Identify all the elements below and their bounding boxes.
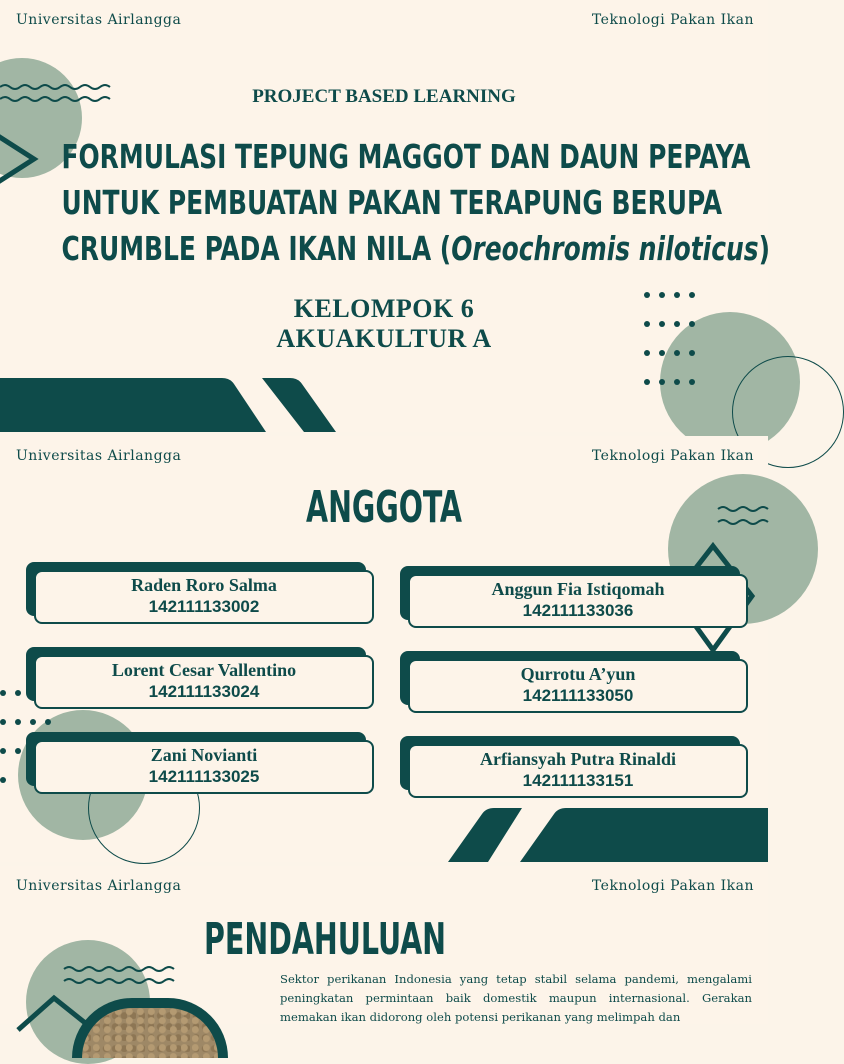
member-card: [408, 574, 748, 628]
presentation-title: [61, 134, 771, 272]
header-course: Teknologi Pakan Ikan: [591, 12, 754, 28]
member-id: 142111133025: [148, 767, 260, 786]
member-name: Arfiansyah Putra Rinaldi: [479, 749, 677, 769]
members-heading: ANGGOTA: [306, 482, 462, 533]
group-info: [0, 294, 768, 354]
slide-members: [0, 436, 768, 862]
member-name: Zani Novianti: [150, 745, 258, 765]
member-card: [34, 655, 374, 709]
member-name: Qurrotu A’yun: [520, 664, 636, 684]
introduction-heading: PENDAHULUAN: [204, 914, 447, 965]
decor-diamond: [0, 114, 40, 204]
group-number: KELOMPOK 6: [293, 294, 475, 323]
title-line-3: CRUMBLE PADA IKAN NILA (Oreochromis niloticus): [61, 229, 771, 268]
member-card: [34, 740, 374, 794]
header-university: Universitas Airlangga: [16, 878, 182, 894]
header-university: Universitas Airlangga: [16, 448, 182, 464]
slide-introduction: [0, 866, 768, 1024]
species-name: Oreochromis niloticus: [451, 229, 759, 268]
member-name: Anggun Fia Istiqomah: [491, 579, 665, 599]
decor-wave-lines: [64, 964, 176, 988]
slide-title: [0, 0, 771, 432]
member-card: [34, 570, 374, 624]
header-university: Universitas Airlangga: [16, 12, 182, 28]
header-course: Teknologi Pakan Ikan: [591, 878, 754, 894]
title-line-1: FORMULASI TEPUNG MAGGOT DAN DAUN PEPAYA: [61, 137, 751, 176]
project-based-learning-label: PROJECT BASED LEARNING: [252, 86, 516, 107]
member-card: [408, 659, 748, 713]
member-id: 142111133002: [148, 597, 260, 616]
introduction-paragraph: Sektor perikanan Indonesia yang tetap stabil selama pandemi, mengalami peningkatan permintaan baik domestik maupun internasional. Gerakan memakan ikan didorong oleh potensi perikanan yang melimpah dan: [280, 972, 752, 1024]
member-name: Raden Roro Salma: [131, 575, 277, 595]
class-name: AKUAKULTUR A: [276, 324, 492, 353]
title-line-2: UNTUK PEMBUATAN PAKAN TERAPUNG BERUPA: [61, 183, 723, 222]
decor-wave-lines: [718, 504, 768, 530]
member-id: 142111133024: [148, 682, 260, 701]
decor-stripes: [448, 808, 768, 862]
decor-stripes: [0, 378, 340, 432]
member-id: 142111133036: [522, 601, 634, 620]
member-id: 142111133151: [522, 771, 634, 790]
member-id: 142111133050: [522, 686, 634, 705]
header-course: Teknologi Pakan Ikan: [591, 448, 754, 464]
member-name: Lorent Cesar Vallentino: [111, 660, 297, 680]
member-card: [408, 744, 748, 798]
